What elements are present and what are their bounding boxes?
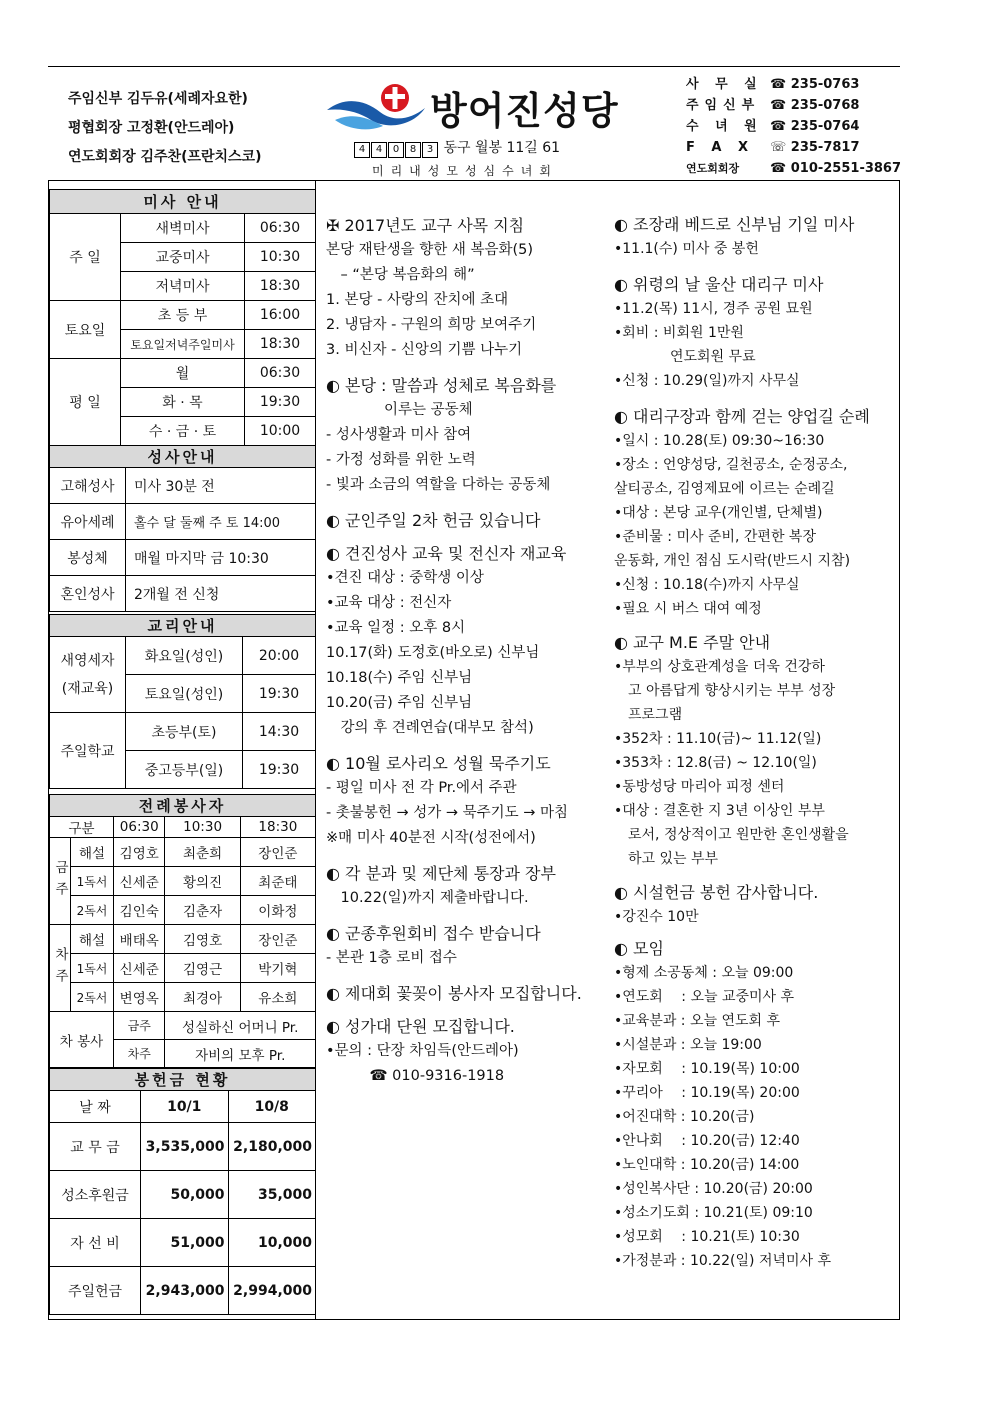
phone-icon: ☎ [770, 161, 787, 176]
postal-digit: 4 [371, 142, 387, 158]
top-rule [48, 66, 900, 67]
notice-line: 10.18(수) 주임 신부님 [326, 670, 473, 686]
doctrine-class: 화요일(성인) [126, 637, 243, 675]
sacrament-info: 미사 30분 전 [126, 468, 316, 504]
notice-line: 2. 냉담자 - 구원의 희망 보여주기 [326, 317, 537, 333]
mass-name: 저녁미사 [121, 272, 245, 301]
contact-number: 235-0768 [790, 98, 860, 113]
contact-number: 235-0763 [790, 77, 860, 92]
contact-number: 010-2551-3867 [790, 161, 902, 176]
offering-value: 2,943,000 [141, 1267, 229, 1315]
notice-line: •부부의 상호관계성을 더욱 건강하 [614, 659, 825, 675]
notice-line: •시설분과 : 오늘 19:00 [614, 1037, 762, 1053]
servers-head: 10:30 [165, 817, 240, 838]
right-column [614, 205, 899, 1283]
sacrament-info: 매월 마지막 금 10:30 [126, 540, 316, 576]
week-label: 금주 [50, 838, 71, 925]
street-address: 동구 월봉 11길 61 [443, 140, 561, 156]
role: 1독서 [71, 867, 114, 896]
notice-line: •동방성당 마리아 피정 센터 [614, 779, 785, 795]
notice-line: - 성사생활과 미사 참여 [326, 427, 472, 443]
officer-pastor: 주임신부 김두유(세례자요한) [68, 91, 248, 107]
notice-heading: ◐ 군종후원회비 접수 받습니다 [326, 924, 541, 943]
notice-line: •신청 : 10.18(수)까지 사무실 [614, 577, 800, 593]
notice-line: •노인대학 : 10.20(금) 14:00 [614, 1157, 800, 1173]
notice-line: ☎ 010-9316-1918 [326, 1068, 505, 1084]
notice-line: 10.20(금) 주임 신부님 [326, 695, 473, 711]
notice-line: •가정분과 : 10.22(일) 저녁미사 후 [614, 1253, 832, 1269]
server-name: 김영호 [165, 925, 240, 954]
mass-name: 월 [121, 359, 245, 388]
officer-council: 평협회장 고정환(안드레아) [68, 120, 235, 136]
mass-time: 19:30 [245, 388, 316, 417]
notice-section [614, 273, 899, 393]
parish-title: 방어진성당 [430, 89, 619, 133]
notice-section [614, 631, 899, 871]
mass-time: 18:30 [245, 272, 316, 301]
mass-sunday: 주 일 [50, 214, 121, 301]
week-label: 차주 [50, 925, 71, 1012]
role: 1독서 [71, 954, 114, 983]
notice-line: •문의 : 단장 차임득(안드레아) [326, 1043, 519, 1059]
mass-title: 미사 안내 [50, 190, 316, 214]
server-name: 최준태 [240, 867, 315, 896]
servers-head: 18:30 [240, 817, 315, 838]
server-name: 박기혁 [240, 954, 315, 983]
server-name: 김영호 [114, 838, 165, 867]
notice-line: – “본당 복음화의 해” [326, 267, 475, 283]
notice-section [326, 981, 606, 1006]
servers-head: 06:30 [114, 817, 165, 838]
notice-line: 강의 후 견례연습(대부모 참석) [326, 720, 534, 736]
server-name: 김인숙 [114, 896, 165, 925]
servers-head: 구분 [50, 817, 114, 838]
fax-icon: ☏ [770, 140, 787, 155]
server-name: 신세준 [114, 867, 165, 896]
server-name: 신세준 [114, 954, 165, 983]
role: 2독서 [71, 983, 114, 1012]
notice-heading: ◐ 군인주일 2차 헌금 있습니다 [326, 511, 541, 530]
notice-line: 살티공소, 김영제묘에 이르는 순례길 [614, 481, 835, 497]
sacrament-table [49, 445, 316, 612]
header-officers [68, 85, 261, 172]
mass-time: 06:30 [245, 214, 316, 243]
notice-line: •일시 : 10.28(토) 09:30~16:30 [614, 433, 825, 449]
server-name: 황의진 [165, 867, 240, 896]
server-name: 최경아 [165, 983, 240, 1012]
notice-line: •어진대학 : 10.20(금) [614, 1109, 755, 1125]
server-name: 김영근 [165, 954, 240, 983]
offering-head: 10/8 [228, 1091, 316, 1123]
car-week: 차주 [114, 1040, 165, 1068]
doctrine-class: 초등부(토) [126, 713, 243, 751]
notice-section [614, 213, 899, 261]
doctrine-group: 새영세자 (재교육) [50, 637, 126, 713]
notice-line: 10.17(화) 도정호(바오로) 신부님 [326, 645, 540, 661]
offering-value: 3,535,000 [141, 1123, 229, 1171]
offering-value: 51,000 [141, 1219, 229, 1267]
mass-name: 교중미사 [121, 243, 245, 272]
notice-section [326, 921, 606, 971]
doctrine-title: 교리안내 [50, 615, 316, 637]
notice-heading: ◐ 본당 : 말씀과 성체로 복음화를 [326, 376, 557, 395]
notice-heading: ◐ 견진성사 교육 및 전신자 재교육 [326, 544, 567, 563]
notice-section [614, 405, 899, 621]
notice-section [326, 1014, 606, 1089]
notice-line: 운동화, 개인 점심 도시락(반드시 지참) [614, 553, 851, 569]
notice-line: 10.22(일)까지 제출바랍니다. [326, 890, 529, 906]
mass-saturday: 토요일 [50, 301, 121, 359]
car-week: 금주 [114, 1012, 165, 1040]
notice-line: - 가정 성화를 위한 노력 [326, 452, 476, 468]
parish-logo-icon [325, 78, 430, 133]
car-service-label: 차 봉사 [50, 1012, 114, 1068]
offering-item: 성소후원금 [50, 1171, 141, 1219]
notice-heading: ◐ 조장래 베드로 신부님 기일 미사 [614, 215, 855, 234]
doctrine-class: 토요일(성인) [126, 675, 243, 713]
notice-line: •형제 소공동체 : 오늘 09:00 [614, 965, 794, 981]
notice-line: 프로그램 [614, 707, 683, 723]
mass-name: 수 · 금 · 토 [121, 417, 245, 446]
phone-icon: ☎ [770, 98, 787, 113]
sacrament-title: 성사안내 [50, 446, 316, 468]
offering-head: 10/1 [141, 1091, 229, 1123]
notice-line: •꾸리아 : 10.19(목) 20:00 [614, 1085, 800, 1101]
notice-section [614, 881, 899, 929]
notice-heading: ◐ 교구 M.E 주말 안내 [614, 633, 771, 652]
notice-line: •필요 시 버스 대여 예정 [614, 601, 762, 617]
doctrine-class: 중고등부(일) [126, 751, 243, 789]
notice-section [614, 937, 899, 1273]
car-group: 성실하신 어머니 Pr. [165, 1012, 316, 1040]
notice-section [326, 541, 606, 741]
phone-icon: ☎ [770, 77, 787, 92]
notice-line: •안나회 : 10.20(금) 12:40 [614, 1133, 800, 1149]
server-name: 장인준 [240, 838, 315, 867]
notice-heading: ◐ 대리구장과 함께 걷는 양업길 순례 [614, 407, 870, 426]
notice-line: •성소기도회 : 10.21(토) 09:10 [614, 1205, 813, 1221]
server-name: 장인준 [240, 925, 315, 954]
offering-table [49, 1068, 316, 1315]
notice-line: •견진 대상 : 중학생 이상 [326, 570, 484, 586]
contact-label: 연도회회장 [686, 162, 740, 175]
notice-heading: ◐ 제대회 꽃꽂이 봉사자 모집합니다. [326, 984, 582, 1003]
servers-table [49, 794, 316, 1068]
notice-line: •회비 : 비회원 1만원 [614, 325, 744, 341]
contact-label: 수 녀 원 [686, 119, 763, 134]
mass-name: 새벽미사 [121, 214, 245, 243]
notice-line: 하고 있는 부부 [614, 851, 719, 867]
notice-heading: ◐ 모임 [614, 939, 664, 958]
notice-line: •연도회 : 오늘 교중미사 후 [614, 989, 795, 1005]
notice-heading: ◐ 성가대 단원 모집합니다. [326, 1017, 515, 1036]
contacts [686, 74, 901, 179]
offering-value: 35,000 [228, 1171, 316, 1219]
contact-number: 235-0764 [790, 119, 860, 134]
mass-name: 토요일저녁주일미사 [121, 330, 245, 359]
postal-digit: 8 [405, 142, 421, 158]
notice-heading: ◐ 시설헌금 봉헌 감사합니다. [614, 883, 819, 902]
notice-line: •자모회 : 10.19(목) 10:00 [614, 1061, 800, 1077]
contact-label: 주임신부 [686, 98, 761, 113]
server-name: 유소희 [240, 983, 315, 1012]
notice-section [326, 508, 606, 533]
sacrament-name: 봉성체 [50, 540, 126, 576]
notice-line: - 촛불봉헌 → 성가 → 묵주기도 → 마침 [326, 805, 569, 821]
doctrine-time: 20:00 [243, 637, 316, 675]
notice-line: - 평일 미사 전 각 Pr.에서 주관 [326, 780, 517, 796]
server-name: 변영옥 [114, 983, 165, 1012]
notice-heading: ◐ 위령의 날 울산 대리구 미사 [614, 275, 824, 294]
notice-section [326, 373, 606, 498]
server-name: 이화정 [240, 896, 315, 925]
doctrine-group: 주일학교 [50, 713, 126, 789]
postal-digit: 0 [388, 142, 404, 158]
postal-digit: 3 [422, 142, 438, 158]
notice-line: - 본관 1층 로비 접수 [326, 950, 457, 966]
notice-line: •353차 : 12.8(금) ~ 12.10(일) [614, 755, 817, 771]
offering-value: 2,180,000 [228, 1123, 316, 1171]
notice-line: •장소 : 언양성당, 길천공소, 순정공소, [614, 457, 848, 473]
notice-section [326, 861, 606, 911]
contact-label: 사 무 실 [686, 77, 763, 92]
notice-line: •11.1(수) 미사 중 봉헌 [614, 241, 759, 257]
mass-table [49, 189, 316, 446]
offering-head: 날 짜 [50, 1091, 141, 1123]
doctrine-table [49, 614, 316, 789]
doctrine-time: 14:30 [243, 713, 316, 751]
mass-time: 10:00 [245, 417, 316, 446]
phone-icon: ☎ [770, 119, 787, 134]
offering-title: 봉헌금 현황 [50, 1069, 316, 1091]
sacrament-name: 유아세례 [50, 504, 126, 540]
contact-number: 235-7817 [790, 140, 860, 155]
offering-value: 50,000 [141, 1171, 229, 1219]
notice-line: 이루는 공동체 [326, 402, 473, 418]
doctrine-time: 19:30 [243, 675, 316, 713]
notice-line: 로서, 정상적이고 원만한 혼인생활을 [614, 827, 849, 843]
sacrament-info: 홀수 달 둘째 주 토 14:00 [126, 504, 316, 540]
mass-time: 06:30 [245, 359, 316, 388]
notice-line: •352차 : 11.10(금)~ 11.12(일) [614, 731, 822, 747]
notice-line: •대상 : 본당 교우(개인별, 단체별) [614, 505, 823, 521]
offering-item: 교 무 금 [50, 1123, 141, 1171]
sacrament-info: 2개월 전 신청 [126, 576, 316, 612]
offering-item: 주일헌금 [50, 1267, 141, 1315]
notice-line: •교육 대상 : 전신자 [326, 595, 452, 611]
convent-name: 미리내성모성심수녀회 [372, 164, 558, 178]
sacrament-name: 혼인성사 [50, 576, 126, 612]
notice-line: •준비물 : 미사 준비, 간편한 복장 [614, 529, 816, 545]
notice-heading: ✠ 2017년도 교구 사목 지침 [326, 216, 525, 235]
notice-heading: ◐ 10월 로사리오 성월 묵주기도 [326, 754, 551, 773]
officer-yeondo: 연도회회장 김주찬(프란치스코) [68, 149, 262, 165]
server-name: 최춘희 [165, 838, 240, 867]
offering-value: 10,000 [228, 1219, 316, 1267]
role: 해설 [71, 838, 114, 867]
notice-line: 고 아름답게 향상시키는 부부 성장 [614, 683, 836, 699]
notice-line: •강진수 10만 [614, 909, 699, 925]
role: 해설 [71, 925, 114, 954]
offering-item: 자 선 비 [50, 1219, 141, 1267]
address [354, 137, 560, 158]
car-group: 자비의 모후 Pr. [165, 1040, 316, 1068]
notice-line: - 빛과 소금의 역할을 다하는 공동체 [326, 477, 551, 493]
mass-time: 16:00 [245, 301, 316, 330]
notice-section [326, 751, 606, 851]
mass-time: 18:30 [245, 330, 316, 359]
server-name: 배태옥 [114, 925, 165, 954]
notice-line: •교육 일정 : 오후 8시 [326, 620, 466, 636]
notice-line: •성인복사단 : 10.20(금) 20:00 [614, 1181, 813, 1197]
notice-line: •신청 : 10.29(일)까지 사무실 [614, 373, 800, 389]
mass-name: 초 등 부 [121, 301, 245, 330]
postal-digit: 4 [354, 142, 370, 158]
servers-title: 전례봉사자 [50, 795, 316, 817]
notice-line: 3. 비신자 - 신앙의 기쁨 나누기 [326, 342, 523, 358]
sacrament-name: 고해성사 [50, 468, 126, 504]
notice-line: •11.2(목) 11시, 경주 공원 묘원 [614, 301, 813, 317]
middle-column [326, 205, 606, 1099]
role: 2독서 [71, 896, 114, 925]
notice-line: 1. 본당 - 사랑의 잔치에 초대 [326, 292, 509, 308]
notice-line: 연도회원 무료 [614, 349, 756, 365]
mass-weekday: 평 일 [50, 359, 121, 446]
notice-line: •교육분과 : 오늘 연도회 후 [614, 1013, 781, 1029]
notice-section [326, 213, 606, 363]
notice-line: 본당 재탄생을 향한 새 복음화(5) [326, 242, 534, 258]
server-name: 김춘자 [165, 896, 240, 925]
notice-heading: ◐ 각 분과 및 제단체 통장과 장부 [326, 864, 556, 883]
notice-line: ※매 미사 40분전 시작(성전에서) [326, 830, 536, 846]
notice-line: •성모회 : 10.21(토) 10:30 [614, 1229, 800, 1245]
doctrine-time: 19:30 [243, 751, 316, 789]
offering-value: 2,994,000 [228, 1267, 316, 1315]
mass-name: 화 · 목 [121, 388, 245, 417]
notice-line: •대상 : 결혼한 지 3년 이상인 부부 [614, 803, 825, 819]
contact-label: F A X [686, 140, 755, 155]
mass-time: 10:30 [245, 243, 316, 272]
